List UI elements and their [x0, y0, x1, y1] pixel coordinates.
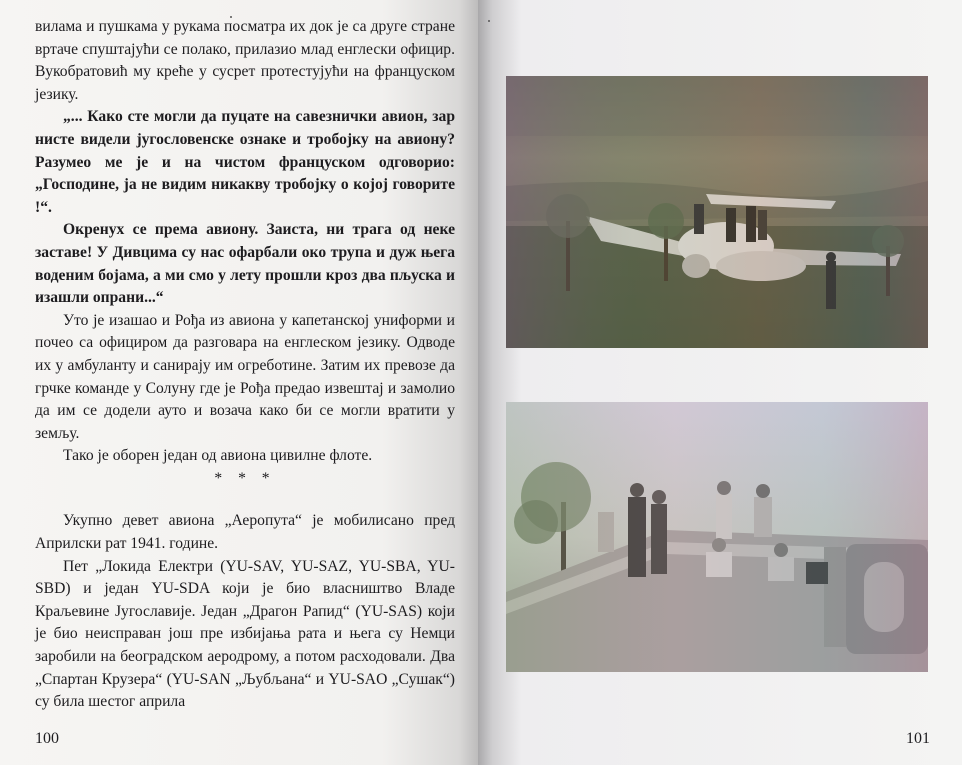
paragraph-7: Пет „Локида Електри (YU-SAV, YU-SAZ, YU-SBA, YU-SBD) и један YU-SDA који је био власништво Владе Краљевине Југославије. Један „Драгон Рапид“ (YU-SAS) који је био неисправан још пре избијања рата и њега су Немци заробили на београдском аеродрому, а потом расходовали. Два „Спартан Крузера“ (YU-SAN „Љубљана“ и YU-SAO „Сушак“) су била шестог априла	[35, 557, 455, 711]
crashed-aircraft-photo	[506, 76, 928, 348]
page-number-left: 100	[35, 730, 59, 747]
left-page-text	[35, 16, 455, 714]
paragraph-5: Тако је оборен један од авиона цивилне флоте.	[63, 447, 373, 465]
paragraph-1: вилама и пушкама у рукама посматра их док је са друге стране вртаче спуштајући се полако, прилазио млад енглески официр. Вукобратовић му креће у сусрет протестујући на француском језику.	[35, 18, 455, 103]
print-speck	[488, 20, 490, 22]
right-page	[478, 0, 962, 765]
paragraph-2-quote: „... Како сте могли да пуцате на савезнички авион, зар нисте видели југословенске ознаке и тробојку на авиону? Разумео ме је и на чистом француском одговорио: „Господине, ја не видим никакву тробојку о којој говорите !“.	[35, 108, 455, 216]
crashed-aircraft-image	[506, 76, 928, 348]
page-number-right: 101	[906, 730, 930, 747]
people-on-wing-photo	[506, 402, 928, 672]
people-on-wing-image	[506, 402, 928, 672]
left-page	[0, 0, 478, 765]
paragraph-3-quote: Окренух се према авиону. Заиста, ни трага од неке заставе! У Дивцима су нас офарбали око трупа и дуж њега воденим бојама, а ми смо у лету прошли кроз два пљуска и изашли опрани...“	[35, 221, 455, 307]
paragraph-4: Уто је изашао и Рођа из авиона у капетанској униформи и почео са официром да разговара на енглеском језику. Одводе их у амбуланту и санирају им огреботине. Затим их превозе да грчке команде у Солуну где је Рођа предао извештај и замолио да им се додели ауто и возача како би се могли вратити у земљу.	[35, 311, 455, 442]
section-separator: * * *	[214, 469, 276, 487]
paragraph-6: Укупно девет авиона „Аеропута“ је мобилисано пред Априлски рат 1941. године.	[35, 512, 455, 553]
